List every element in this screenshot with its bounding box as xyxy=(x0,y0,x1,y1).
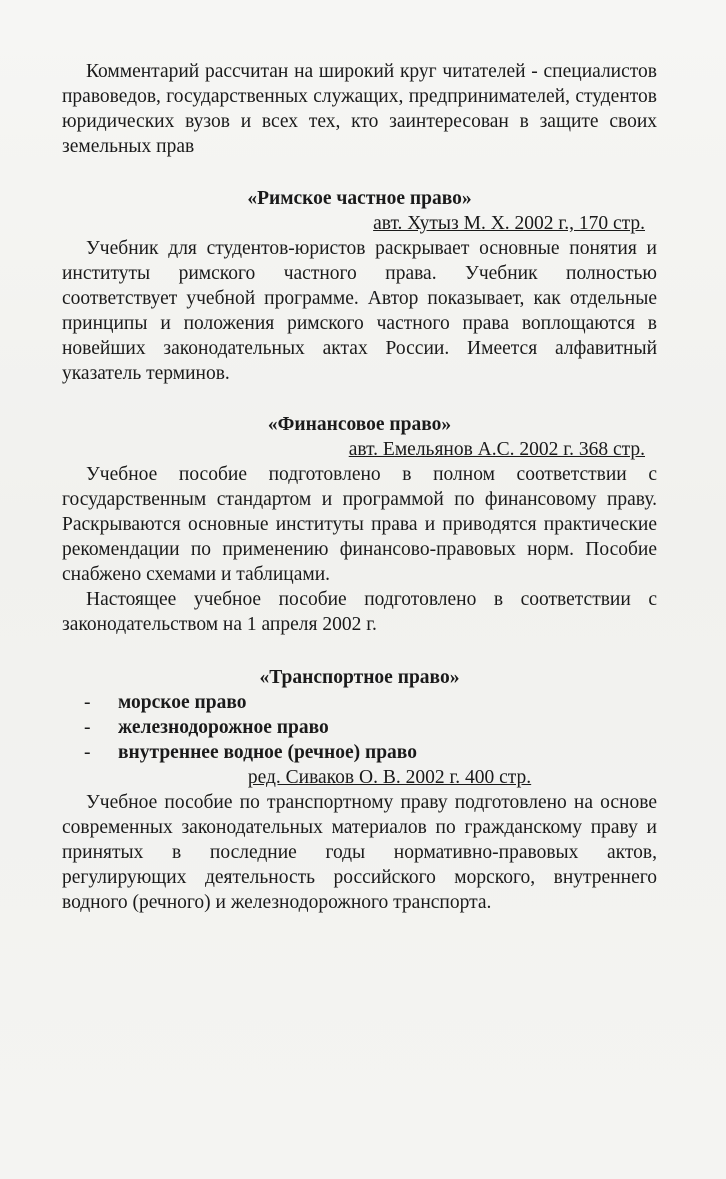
subtopic-list xyxy=(62,690,657,765)
book-description: Учебник для студентов-юристов раскрывает основные понятия и институты римского частного права. Учебник полностью соответствует учебной программе. Автор показывает, как отдельные принципы и положения римского частного права воплощаются в новейших законодательных актах России. Имеется алфавитный указатель терминов. xyxy=(62,238,657,384)
book-title: «Римское частное право» xyxy=(247,188,472,209)
book-author: авт. Хутыз М. Х. 2002 г., 170 стр. xyxy=(373,213,645,234)
book-title: «Транспортное право» xyxy=(259,667,460,688)
book-title: «Финансовое право» xyxy=(267,414,452,435)
page-content xyxy=(62,59,657,915)
book-entry-roman-law xyxy=(62,186,657,386)
book-entry-transport-law xyxy=(62,665,657,915)
book-note: Настоящее учебное пособие подготовлено в соответствии с законодательством на 1 апреля 2002 г. xyxy=(62,589,657,635)
book-author: авт. Емельянов А.С. 2002 г. 368 стр. xyxy=(348,439,645,460)
book-description: Учебное пособие подготовлено в полном соответствии с государственным стандартом и программой по финансовому праву. Раскрываются основные институты права и приводятся практические рекомендации по применению финансово-правовых норм. Пособие снабжено схемами и таблицами. xyxy=(62,464,657,585)
subtopic-item: - морское право xyxy=(62,690,657,715)
book-entry-financial-law xyxy=(62,412,657,637)
subtopic-item: - внутреннее водное (речное) право xyxy=(62,740,657,765)
book-editor: ред. Сиваков О. В. 2002 г. 400 стр. xyxy=(247,767,532,788)
book-description: Учебное пособие по транспортному праву подготовлено на основе современных законодательных материалов по гражданскому праву и принятых в последние годы нормативно-правовых актов, регулирующих деятельность российского морского, внутреннего водного (речного) и железнодорожного транспорта. xyxy=(62,792,657,913)
intro-paragraph: Комментарий рассчитан на широкий круг читателей - специалистов правоведов, государственных служащих, предпринимателей, студентов юридических вузов и всех тех, кто заинтересован в защите своих земельных прав xyxy=(62,61,657,157)
subtopic-item: - железнодорожное право xyxy=(62,715,657,740)
